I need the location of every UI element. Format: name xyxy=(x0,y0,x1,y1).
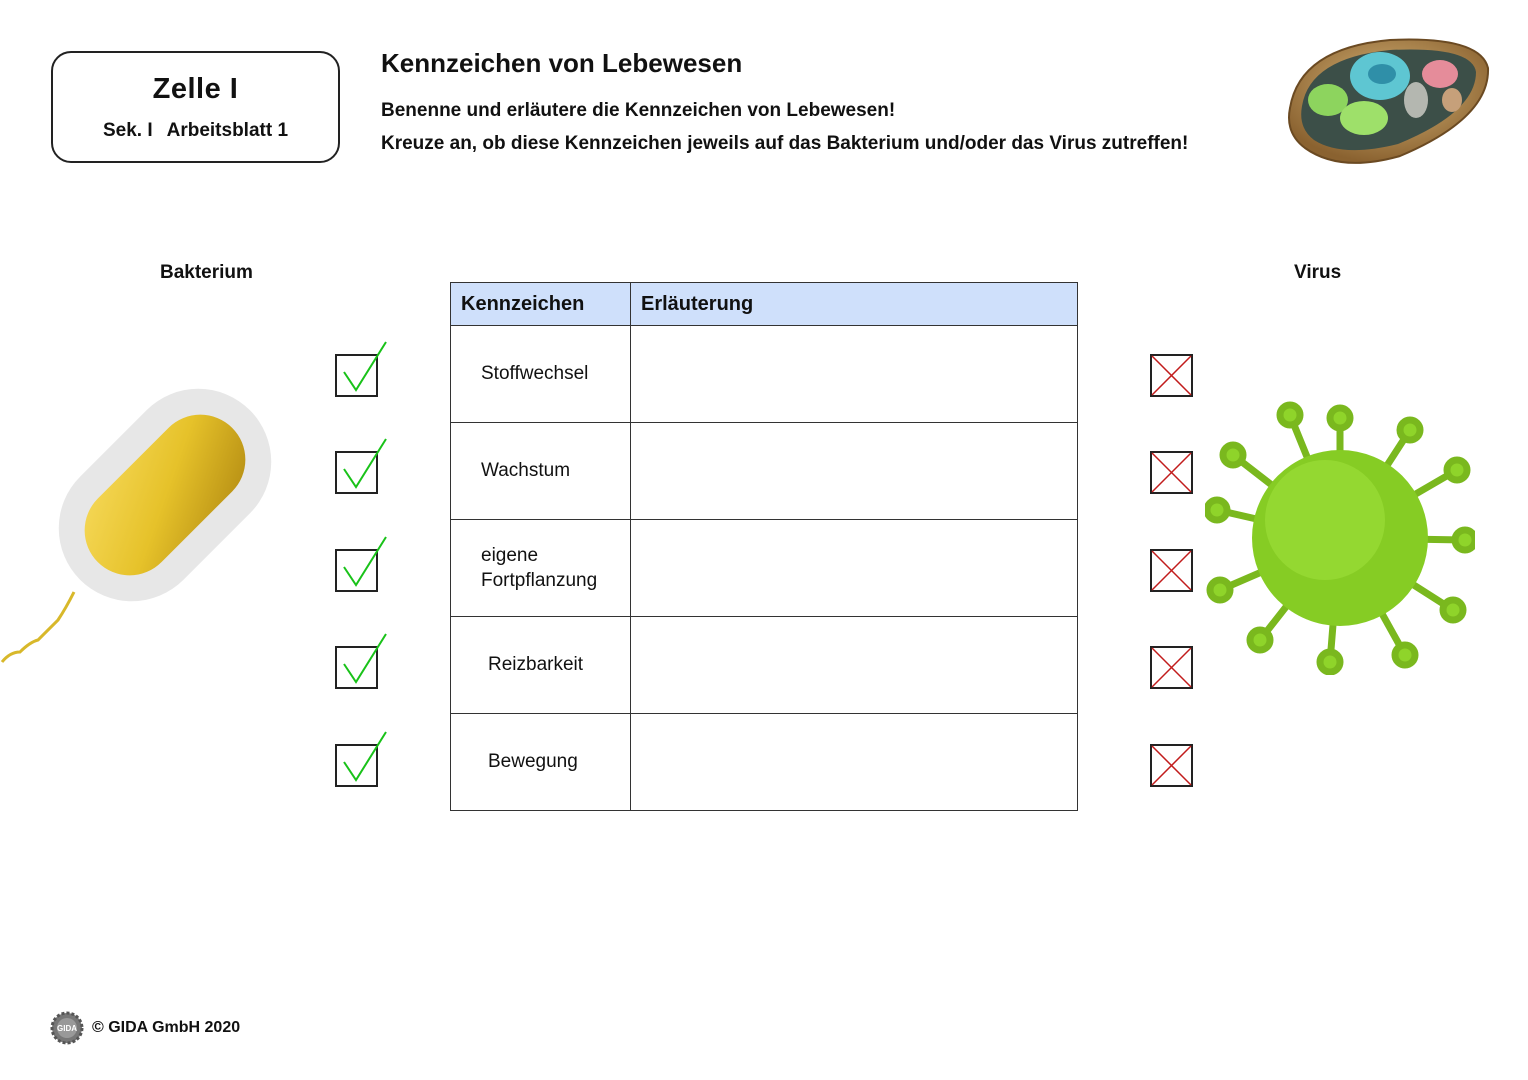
virus-checkbox-bewegung[interactable] xyxy=(1149,743,1209,803)
virus-checkbox-stoffwechsel[interactable] xyxy=(1149,353,1209,413)
header-kennzeichen: Kennzeichen xyxy=(451,283,631,326)
table-row xyxy=(451,520,1078,617)
erlaeuterung-cell[interactable] xyxy=(631,617,1078,714)
bacterium-image xyxy=(0,370,300,670)
title-box xyxy=(51,51,340,163)
bacterium-checkbox-reizbarkeit[interactable] xyxy=(334,632,394,692)
worksheet-title: Zelle I xyxy=(152,73,239,105)
table-row xyxy=(451,714,1078,811)
instruction-line-1: Benenne und erläutere die Kennzeichen von Lebewesen! xyxy=(381,100,896,121)
kennzeichen-cell: Bewegung xyxy=(451,714,631,811)
kennzeichen-text: eigene Fortpflanzung xyxy=(481,545,598,591)
bacterium-checkbox-wachstum[interactable] xyxy=(334,437,394,497)
erlaeuterung-cell[interactable] xyxy=(631,714,1078,811)
gida-logo-icon xyxy=(50,1011,84,1045)
erlaeuterung-cell[interactable] xyxy=(631,326,1078,423)
bacterium-checkbox-fortpflanzung[interactable] xyxy=(334,535,394,595)
copyright-text: © GIDA GmbH 2020 xyxy=(92,1019,241,1036)
page-heading: Kennzeichen von Lebewesen xyxy=(381,48,743,78)
erlaeuterung-cell[interactable] xyxy=(631,423,1078,520)
erlaeuterung-cell[interactable] xyxy=(631,520,1078,617)
footer xyxy=(50,1010,240,1046)
header-erlaeuterung: Erläuterung xyxy=(631,283,1078,326)
virus-checkbox-wachstum[interactable] xyxy=(1149,450,1209,510)
worksheet-subtitle xyxy=(53,120,338,142)
virus-checkbox-reizbarkeit[interactable] xyxy=(1149,645,1209,705)
table-row xyxy=(451,617,1078,714)
kennzeichen-table xyxy=(450,282,1078,811)
virus-label: Virus xyxy=(1294,262,1342,283)
kennzeichen-cell: Stoffwechsel xyxy=(451,326,631,423)
kennzeichen-cell: Wachstum xyxy=(451,423,631,520)
plant-cell-image xyxy=(1280,28,1492,170)
virus-checkbox-fortpflanzung[interactable] xyxy=(1149,548,1209,608)
bacterium-checkbox-bewegung[interactable] xyxy=(334,730,394,790)
kennzeichen-cell: Reizbarkeit xyxy=(451,617,631,714)
table-row xyxy=(451,423,1078,520)
sheet-number: Arbeitsblatt 1 xyxy=(166,120,289,141)
instruction-line-2: Kreuze an, ob diese Kennzeichen jeweils auf das Bakterium und/oder das Virus zutreffen! xyxy=(381,133,1189,154)
kennzeichen-cell xyxy=(451,520,631,617)
bacterium-checkbox-stoffwechsel[interactable] xyxy=(334,340,394,400)
table-header-row xyxy=(451,283,1078,326)
gida-logo-text: GIDA xyxy=(57,1024,77,1033)
table-row xyxy=(451,326,1078,423)
virus-image xyxy=(1205,400,1475,675)
school-level: Sek. I xyxy=(102,120,153,141)
bacterium-label: Bakterium xyxy=(160,262,253,283)
